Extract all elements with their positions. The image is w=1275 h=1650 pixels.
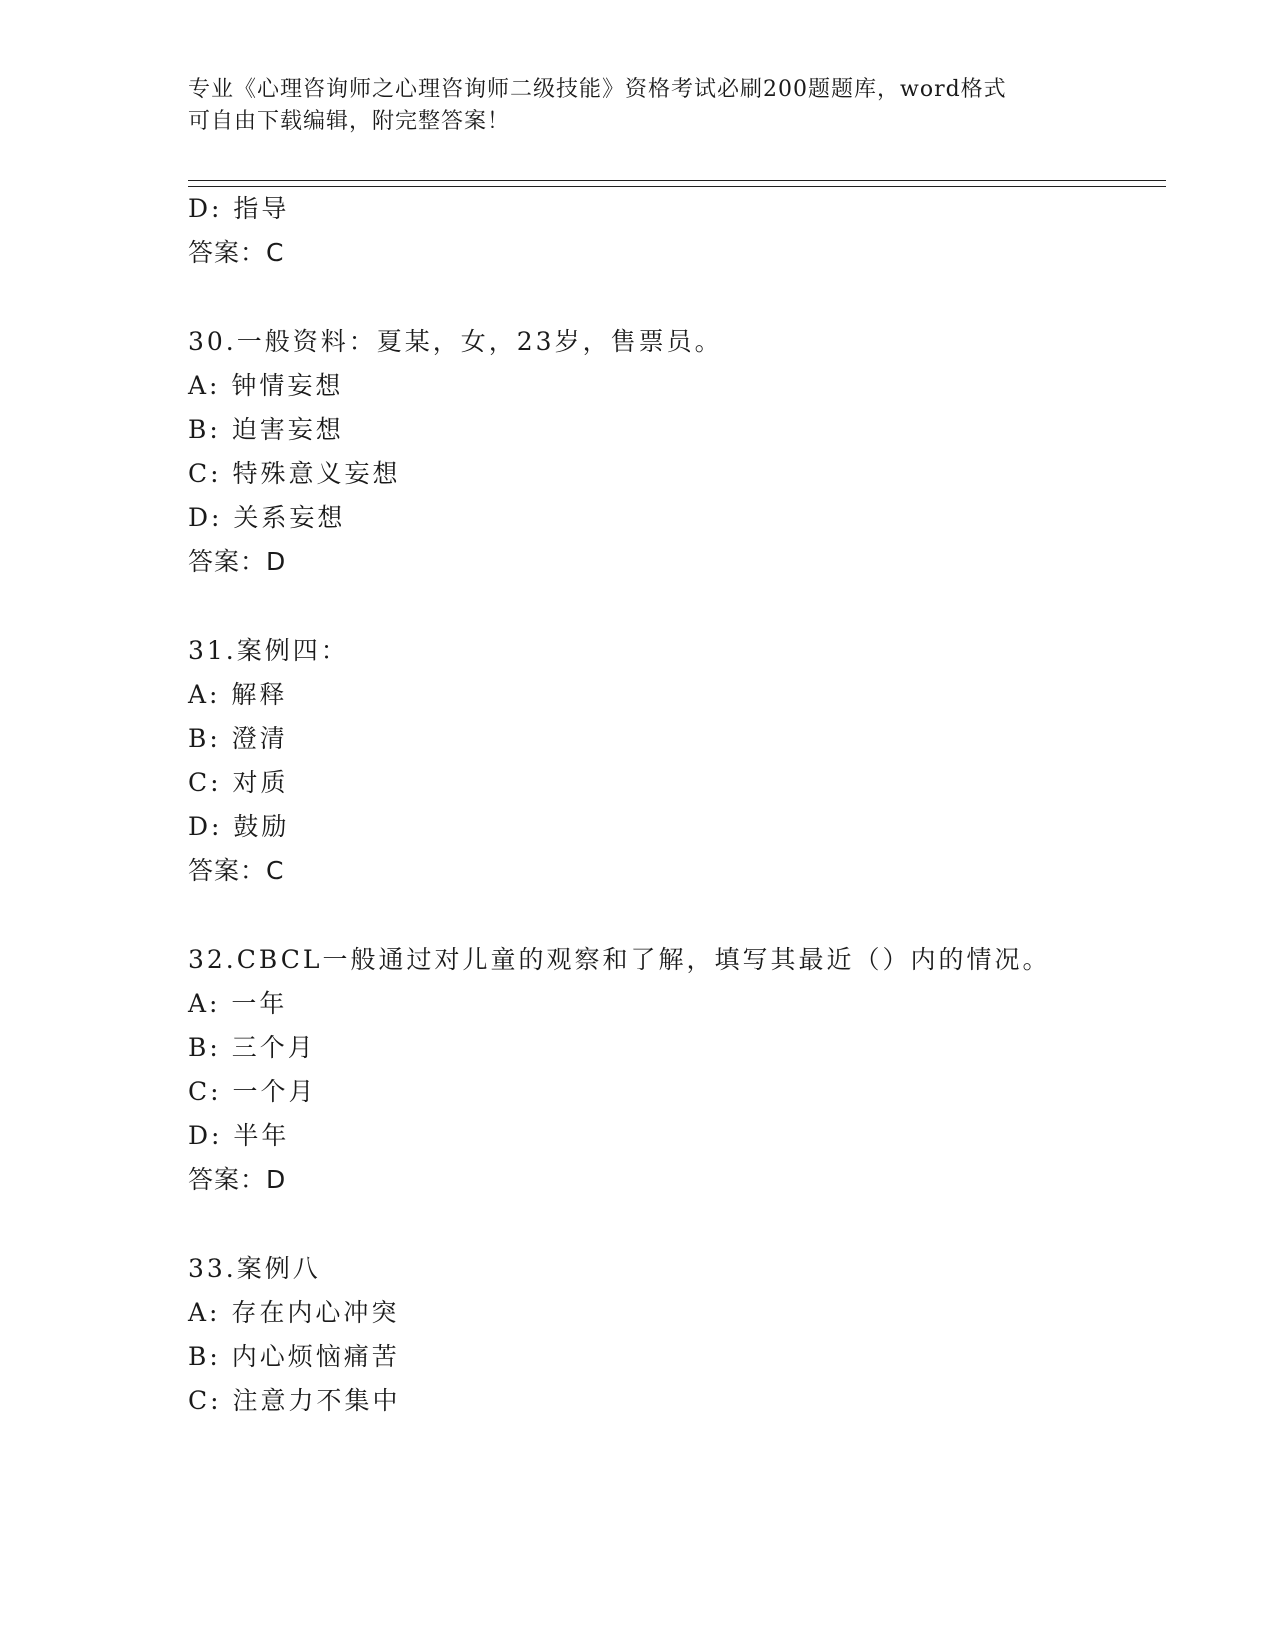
option-c: C: 一个月 <box>188 1077 317 1106</box>
option-d: D: 半年 <box>188 1121 290 1150</box>
option-d: D: 指导 <box>188 194 290 223</box>
answer: 答案：D <box>188 547 287 576</box>
option-c: C: 对质 <box>188 768 289 797</box>
document-header-line-1: 专业《心理咨询师之心理咨询师二级技能》资格考试必刷200题题库，word格式 <box>188 77 1007 102</box>
option-b: B: 内心烦恼痛苦 <box>188 1342 400 1371</box>
option-c: C: 特殊意义妄想 <box>188 459 401 488</box>
option-a: A: 存在内心冲突 <box>188 1298 400 1327</box>
answer: 答案：C <box>188 238 285 267</box>
option-d: D: 关系妄想 <box>188 503 346 532</box>
option-a: A: 钟情妄想 <box>188 371 344 400</box>
option-a: A: 解释 <box>188 680 288 709</box>
answer: 答案：D <box>188 1165 287 1194</box>
question-stem: 33.案例八 <box>188 1254 321 1283</box>
option-b: B: 澄清 <box>188 724 288 753</box>
option-a: A: 一年 <box>188 989 288 1018</box>
question-stem: 32.CBCL一般通过对儿童的观察和了解，填写其最近（）内的情况。 <box>188 945 1051 974</box>
header-divider-bottom <box>188 186 1166 187</box>
option-d: D: 鼓励 <box>188 812 290 841</box>
header-divider-top <box>188 180 1166 181</box>
option-b: B: 迫害妄想 <box>188 415 344 444</box>
answer: 答案：C <box>188 856 285 885</box>
question-stem: 30.一般资料：夏某，女，23岁，售票员。 <box>188 327 723 356</box>
question-stem: 31.案例四： <box>188 636 349 665</box>
option-b: B: 三个月 <box>188 1033 316 1062</box>
option-c: C: 注意力不集中 <box>188 1386 401 1415</box>
document-header-line-2: 可自由下载编辑，附完整答案！ <box>188 109 511 134</box>
